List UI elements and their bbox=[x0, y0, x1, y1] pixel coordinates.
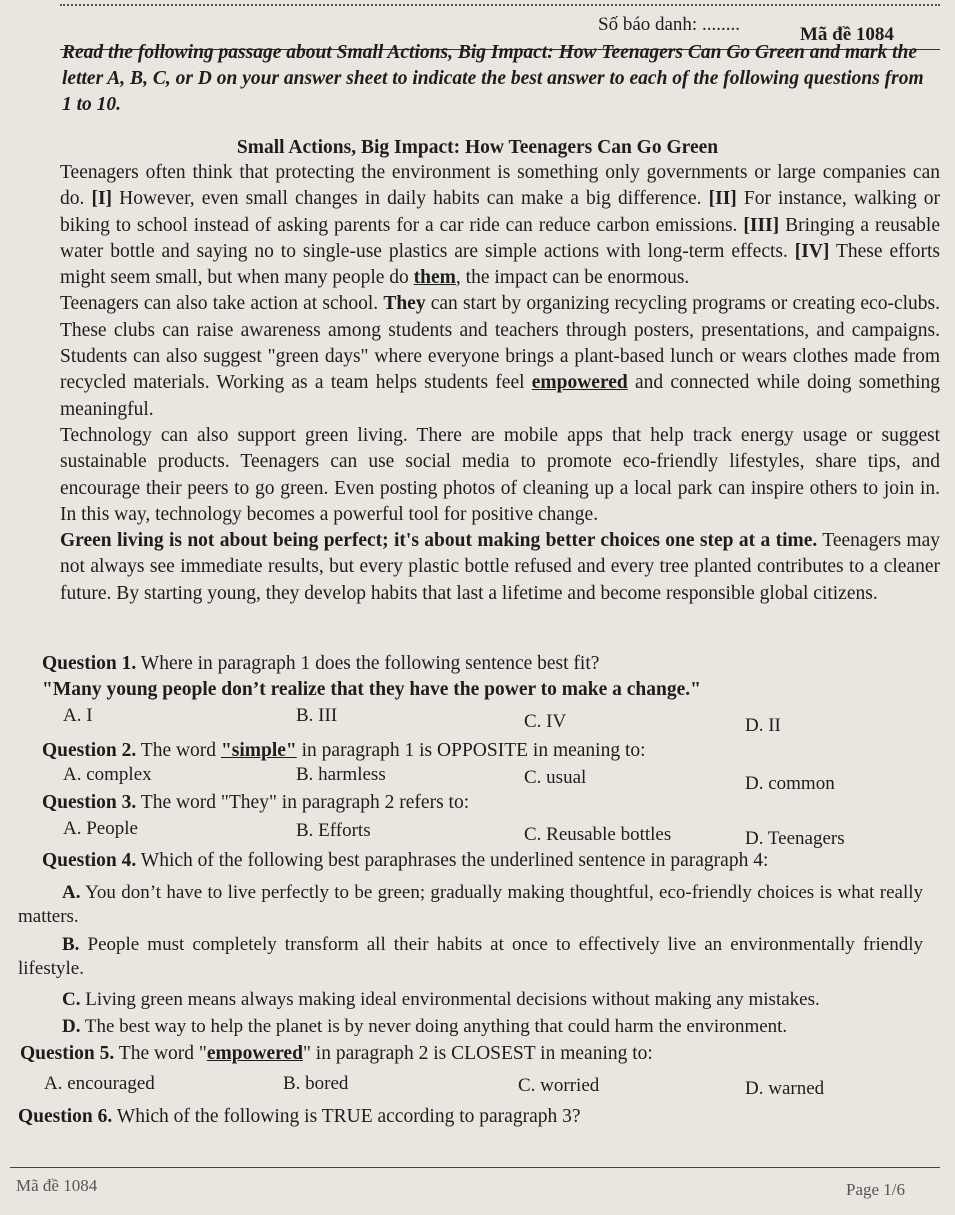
question-3: Question 3. The word "They" in paragraph 2 refers to: bbox=[42, 792, 470, 813]
passage bbox=[60, 160, 940, 607]
bold-they: They bbox=[383, 293, 426, 315]
footer-page-number: Page 1/6 bbox=[846, 1180, 906, 1199]
question-6: Question 6. Which of the following is TRUE according to paragraph 3? bbox=[18, 1106, 581, 1127]
bold-sentence: Green living is not about being perfect; it's about making better choices one step at a time. bbox=[60, 530, 818, 552]
exam-code-header: Mã đề 1084 bbox=[800, 24, 894, 45]
question-1: Question 1. Where in paragraph 1 does the following sentence best fit? bbox=[42, 653, 600, 674]
q5-option-c[interactable]: C. worried bbox=[518, 1075, 600, 1096]
q2-option-a[interactable]: A. complex bbox=[63, 764, 152, 785]
candidate-number-label: Số báo danh: ........ bbox=[598, 14, 740, 35]
q1-option-b[interactable]: B. III bbox=[296, 705, 338, 726]
paragraph-4: Green living is not about being perfect; it's about making better choices one step at a time. Teenagers may not always see immediate results, but every plastic bottle refused and every tree planted contributes to a cleaner future. By starting young, they develop habits that last a lifetime and become responsible global citizens. bbox=[60, 530, 941, 604]
underlined-empowered: empowered bbox=[531, 372, 628, 394]
paragraph-1: Teenagers often think that protecting the environment is something only governments or large companies can do. [I] However, even small changes in daily habits can make a big difference. [II] For instance, walking or biking to school instead of asking parents for a car ride can reduce carbon emissions. [III] Bringing a reusable water bottle and saying no to single-use plastics are simple actions with long-term effects. [IV] These efforts might seem small, but when many people do them, the impact can be enormous. bbox=[60, 162, 941, 289]
q4-option-c[interactable]: C. Living green means always making ideal environmental decisions without making any mistakes. bbox=[62, 989, 820, 1010]
q1-option-c[interactable]: C. IV bbox=[524, 711, 567, 732]
paragraph-3: Technology can also support green living. There are mobile apps that help track energy usage or suggest sustainable products. Teenagers can use social media to promote eco-friendly lifestyles, share tips, and encourage their peers to go green. Even posting photos of cleaning up a local park can inspire others to join in. In this way, technology becomes a powerful tool for positive change. bbox=[60, 424, 940, 525]
q5-option-d[interactable]: D. warned bbox=[745, 1078, 825, 1099]
instructions: Read the following passage about Small Actions, Big Impact: How Teenagers Can Go Green and mark the letter A, B, C, or D on your answer sheet to indicate the best answer to each of the following questions from 1 to 10. bbox=[62, 42, 924, 115]
q5-option-b[interactable]: B. bored bbox=[283, 1073, 349, 1094]
q1-option-a[interactable]: A. I bbox=[63, 705, 93, 726]
q1-option-d[interactable]: D. II bbox=[745, 715, 781, 736]
q2-option-b[interactable]: B. harmless bbox=[296, 764, 386, 785]
q3-option-d[interactable]: D. Teenagers bbox=[745, 828, 845, 849]
question-1-quote: "Many young people don’t realize that they have the power to make a change." bbox=[42, 679, 701, 700]
question-4: Question 4. Which of the following best paraphrases the underlined sentence in paragraph 4: bbox=[42, 850, 769, 871]
q5-option-a[interactable]: A. encouraged bbox=[44, 1073, 155, 1094]
q2-option-c[interactable]: C. usual bbox=[524, 767, 587, 788]
footer-exam-code: Mã đề 1084 bbox=[16, 1176, 98, 1195]
question-2: Question 2. The word "simple" in paragraph 1 is OPPOSITE in meaning to: bbox=[42, 740, 646, 761]
q3-option-a[interactable]: A. People bbox=[63, 818, 138, 839]
q4-option-a[interactable]: A. You don’t have to live perfectly to be green; gradually making thoughtful, eco-friendly choices is what really matters. bbox=[18, 882, 923, 927]
top-dotted-rule bbox=[60, 4, 940, 6]
footer-rule bbox=[10, 1167, 940, 1168]
q2-option-d[interactable]: D. common bbox=[745, 773, 835, 794]
q4-option-d[interactable]: D. The best way to help the planet is by never doing anything that could harm the environment. bbox=[62, 1016, 788, 1037]
paragraph-2: Teenagers can also take action at school. They can start by organizing recycling programs or creating eco-clubs. These clubs can raise awareness among students and teachers through posters, presentations, and campaigns. Students can also suggest "green days" where everyone brings a plant-based lunch or wears clothes made from recycled materials. Working as a team helps students feel empowered and connected while doing something meaningful. bbox=[60, 293, 940, 420]
q3-option-b[interactable]: B. Efforts bbox=[296, 820, 371, 841]
question-5: Question 5. The word "empowered" in paragraph 2 is CLOSEST in meaning to: bbox=[20, 1043, 653, 1064]
underlined-them: them bbox=[413, 267, 456, 289]
q4-option-b[interactable]: B. People must completely transform all their habits at once to effectively live an environmentally friendly lifestyle. bbox=[18, 934, 923, 979]
q3-option-c[interactable]: C. Reusable bottles bbox=[524, 824, 672, 845]
passage-title: Small Actions, Big Impact: How Teenagers Can Go Green bbox=[236, 137, 719, 158]
